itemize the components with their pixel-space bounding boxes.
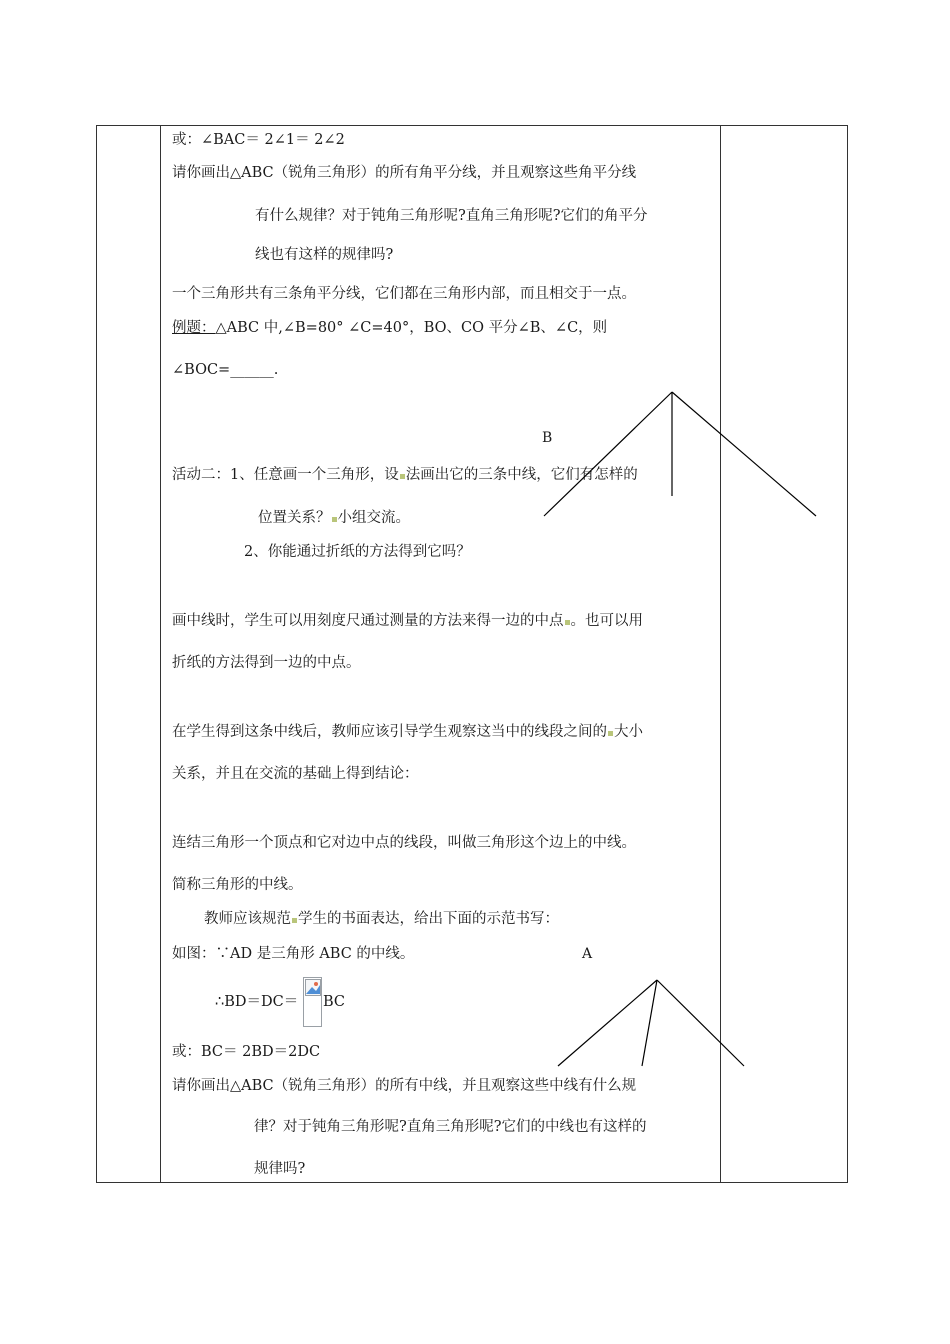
text-line: 2、你能通过折纸的方法得到它吗？	[244, 544, 471, 560]
vertex-label-b: B	[542, 430, 553, 446]
triangle-side-right	[672, 392, 816, 516]
triangle-side-right	[657, 980, 744, 1066]
text-line: 如图：∵AD 是三角形 ABC 的中线。	[172, 946, 415, 962]
text-line: 有什么规律？对于钝角三角形呢?直角三角形呢?它们的角平分	[255, 208, 648, 224]
text-line: 活动二：1、任意画一个三角形，设 法画出它的三条中线，它们有怎样的	[172, 467, 638, 483]
median-diagram	[558, 980, 744, 1066]
text-line: 关系，并且在交流的基础上得到结论：	[172, 766, 419, 782]
text-line: 或：∠BAC＝ 2∠1＝ 2∠2	[172, 132, 345, 148]
median-line	[642, 980, 657, 1066]
angle-bisector-diagram	[544, 392, 816, 516]
text-line: 规律吗?	[254, 1161, 306, 1177]
text-line-prefix: ∴BD＝DC＝	[215, 994, 299, 1010]
text-line: 折纸的方法得到一边的中点。	[172, 655, 361, 671]
text-line: 位置关系？ 小组交流。	[258, 510, 410, 526]
text-line: 请你画出△ABC（锐角三角形）的所有中线，并且观察这些中线有什么规	[172, 1078, 637, 1094]
text-line: 画中线时，学生可以用刻度尺通过测量的方法来得一边的中点 。也可以用	[172, 613, 643, 629]
text-line: 简称三角形的中线。	[172, 877, 303, 893]
text-line: ∠BOC=______.	[172, 362, 279, 378]
text-line: 教师应该规范 学生的书面表达，给出下面的示范书写：	[204, 911, 559, 927]
text-line: 线也有这样的规律吗?	[255, 247, 394, 263]
example-text: △ABC 中,∠B=80° ∠C=40°，BO、CO 平分∠B、∠C，则	[215, 320, 608, 336]
text-line: 或：BC＝ 2BD＝2DC	[172, 1044, 321, 1060]
example-label: 例题：	[172, 320, 216, 336]
triangle-side-left	[558, 980, 657, 1066]
text-line: 请你画出△ABC（锐角三角形）的所有角平分线，并且观察这些角平分线	[172, 165, 637, 181]
text-line: 律？对于钝角三角形呢?直角三角形呢?它们的中线也有这样的	[254, 1119, 647, 1135]
text-line: 在学生得到这条中线后，教师应该引导学生观察这当中的线段之间的 大小	[172, 724, 643, 740]
text-line: 一个三角形共有三条角平分线，它们都在三角形内部，而且相交于一点。	[172, 286, 636, 302]
text-line: 连结三角形一个顶点和它对边中点的线段，叫做三角形这个边上的中线。	[172, 835, 636, 851]
text-line-suffix: BC	[323, 994, 346, 1010]
triangle-side-left	[544, 392, 672, 516]
vertex-label-a: A	[582, 946, 593, 962]
